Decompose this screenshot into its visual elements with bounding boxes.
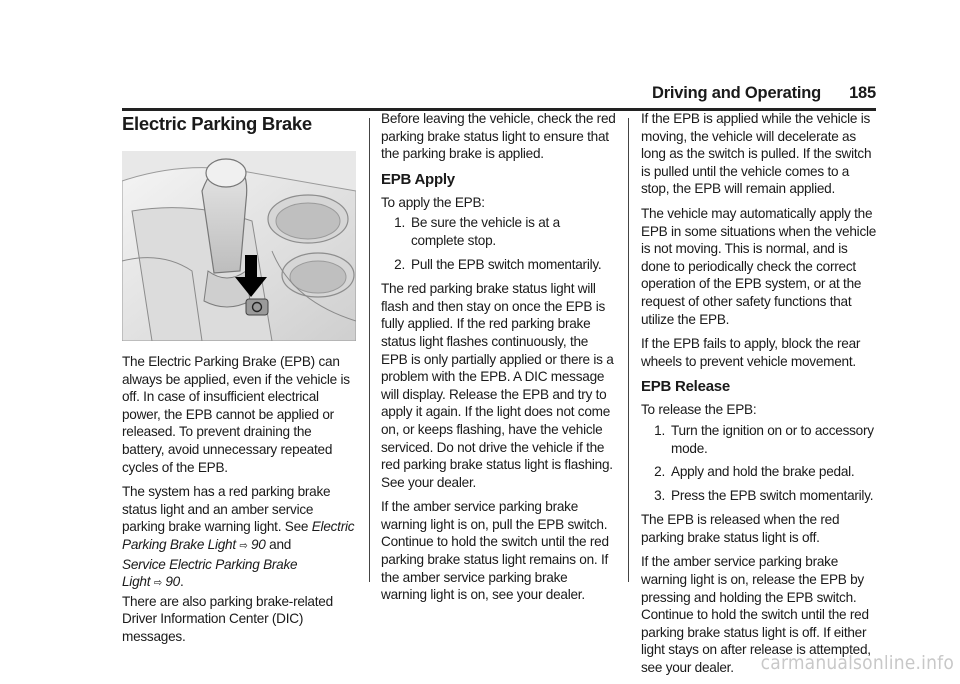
parking-brake-switch-illustration-icon (122, 151, 356, 341)
column-3 (641, 110, 877, 684)
step-number: 3. (654, 487, 665, 503)
amber-light-release-paragraph: If the amber service parking brake warning light is on, release the EPB by pressing and holding the EPB switch. Continue to hold the switch until the red parking brake status light is off. If either light stays on after release is attempted, see your dealer. (641, 554, 871, 676)
intro-paragraph: The Electric Parking Brake (EPB) can always be applied, even if the vehicle is off. In case of insufficient electrical power, the EPB cannot be applied or released. To prevent draining the battery, avoid unnecessary repeated cycles of the EPB. (122, 354, 350, 475)
apply-intro: To apply the EPB: (381, 194, 485, 210)
epb-switch-figure (122, 151, 356, 341)
link-service-epb-light[interactable]: Service Electric Parking Brake Light (122, 556, 298, 590)
column-divider-right (628, 118, 629, 582)
list-item (381, 256, 616, 274)
list-item (641, 422, 877, 457)
step-number: 2. (654, 464, 665, 480)
step-number: 1. (654, 422, 665, 438)
apply-steps-list (381, 214, 616, 273)
running-head (600, 84, 876, 106)
epb-release-heading: EPB Release (641, 378, 730, 396)
automatic-apply-paragraph: The vehicle may automatically apply the EPB in some situations when the vehicle is not moving. This is normal, and is done to periodically check the correct operation of the EPB system, or at the request of other safety functions that utilize the EPB. (641, 205, 877, 327)
page-ref-arrow-icon: ⇨ (239, 539, 248, 552)
step-text: Be sure the vehicle is at a complete stop. (411, 215, 560, 248)
page-number: 185 (849, 84, 876, 102)
release-steps-list (641, 422, 877, 504)
epb-apply-heading: EPB Apply (381, 170, 455, 188)
release-intro: To release the EPB: (641, 402, 757, 418)
watermark: carmanualsonline.info (760, 652, 954, 674)
page-ref-90: 90 (165, 574, 180, 590)
page-ref-arrow-icon: ⇨ (153, 577, 162, 590)
link-electric-parking-brake-light[interactable]: Electric Parking Brake Light (122, 519, 355, 552)
step-text: Pull the EPB switch momentarily. (411, 256, 602, 272)
column-2 (381, 110, 616, 611)
fail-to-apply-paragraph: If the EPB fails to apply, block the rear wheels to prevent vehicle movement. (641, 336, 861, 369)
moving-vehicle-paragraph: If the EPB is applied while the vehicle is moving, the vehicle will decelerate as long as the switch is pulled. If the switch is pulled until the vehicle comes to a stop, the EPB will remain applied. (641, 111, 872, 197)
column-1 (122, 112, 356, 653)
step-text: Press the EPB switch momentarily. (671, 487, 874, 503)
warning-light-paragraph: The system has a red parking brake status light and an amber service parking brake warning light. See Electric Parking Brake Light ⇨ 90 and Service Electric Parking Brake Light ⇨ 90. There are also parking brake-related Driver Information Center (DIC) messages. (122, 484, 355, 644)
step-number: 2. (394, 256, 405, 272)
page-ref-90: 90 (251, 536, 266, 552)
amber-light-apply-paragraph: If the amber service parking brake warning light is on, pull the EPB switch. Continue to hold the switch until the red parking brake status light remains on. If the amber service parking brake warning light is on, see your dealer. (381, 499, 609, 603)
check-light-paragraph: Before leaving the vehicle, check the red parking brake status light to ensure that the parking brake is applied. (381, 111, 616, 162)
list-item (381, 214, 616, 249)
running-head-section: Driving and Operating (651, 84, 822, 102)
apply-status-paragraph: The red parking brake status light will flash and then stay on once the EPB is fully applied. If the red parking brake status light flashes continuously, the EPB is only partially applied or there is a problem with the EPB. A DIC message will display. Release the EPB and try to apply it again. If the light does not come on, or keeps flashing, have the vehicle serviced. Do not drive the vehicle if the red parking brake status light is flashing. See your dealer. (381, 281, 614, 490)
list-item (641, 463, 877, 481)
step-text: Apply and hold the brake pedal. (671, 464, 855, 480)
column-divider-left (369, 118, 370, 582)
section-title: Electric Parking Brake (122, 113, 312, 134)
released-paragraph: The EPB is released when the red parking brake status light is off. (641, 512, 840, 545)
step-text: Turn the ignition on or to accessory mode. (671, 422, 874, 456)
step-number: 1. (394, 215, 405, 231)
list-item (641, 487, 877, 505)
